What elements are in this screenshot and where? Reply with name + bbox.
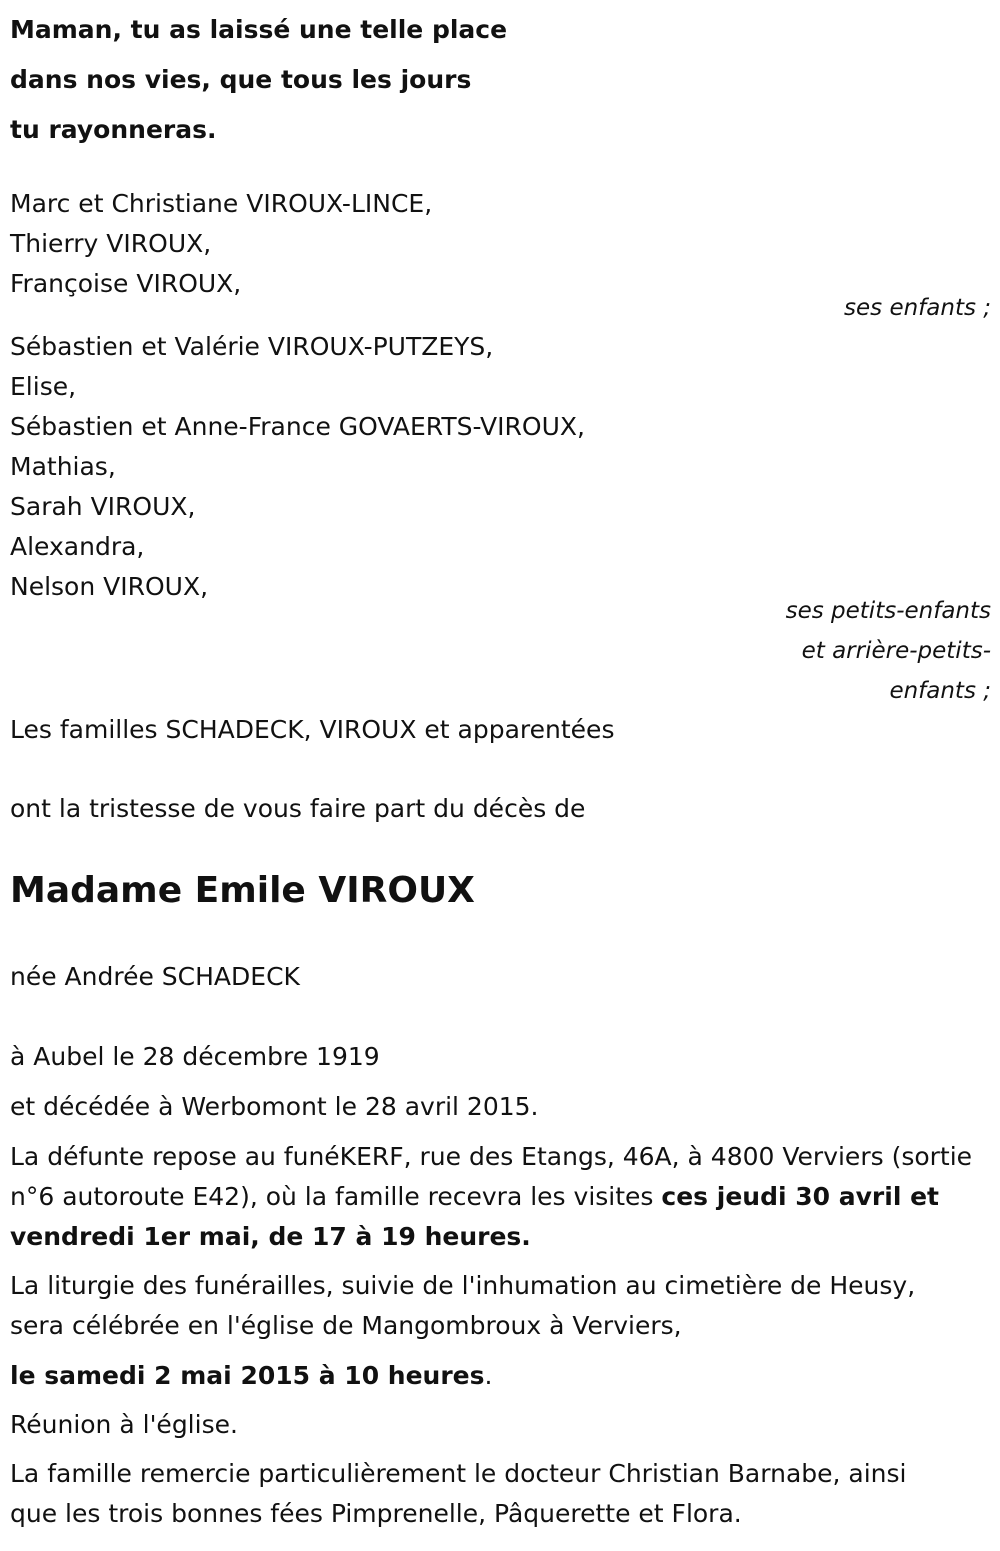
children-list — [10, 184, 432, 304]
grandchild-name: Elise, — [10, 372, 77, 401]
families: Les familles SCHADECK, VIROUX et apparentées — [10, 715, 615, 744]
child-name: Thierry VIROUX, — [10, 229, 212, 258]
deceased-name: Madame Emile VIROUX — [10, 870, 475, 911]
grandchild-name: Alexandra, — [10, 532, 145, 561]
grandchild-name: Sébastien et Anne-France GOVAERTS-VIROUX, — [10, 412, 585, 441]
grandchild-name: Nelson VIROUX, — [10, 572, 209, 601]
visiting-hours: ces jeudi 30 avril et vendredi 1er mai, de 17 à 19 heures. — [10, 1182, 939, 1251]
liturgy-line: La liturgie des funérailles, suivie de l'inhumation au cimetière de Heusy, — [10, 1271, 916, 1300]
thanks-line: La famille remercie particulièrement le docteur Christian Barnabe, ainsi — [10, 1459, 907, 1488]
announcement: ont la tristesse de vous faire part du décès de — [10, 794, 586, 823]
grandchild-name: Sébastien et Valérie VIROUX-PUTZEYS, — [10, 332, 494, 361]
epigraph-line: dans nos vies, que tous les jours — [10, 65, 472, 94]
reunion-note: Réunion à l'église. — [10, 1410, 238, 1439]
maiden-name: née Andrée SCHADECK — [10, 962, 300, 991]
grandchildren-list — [10, 327, 585, 607]
grandchildren-role — [786, 591, 991, 711]
repose-text-regular: La défunte repose au funéKERF, rue des Etangs, 46A, à 4800 Verviers (sortie n°6 autoroute E42), où la famille recevra les visites — [10, 1142, 973, 1211]
death-info: et décédée à Werbomont le 28 avril 2015. — [10, 1092, 539, 1121]
role-line: enfants ; — [889, 678, 991, 704]
epigraph-line: Maman, tu as laissé une telle place — [10, 15, 508, 44]
epigraph-line: tu rayonneras. — [10, 115, 217, 144]
grandchild-name: Mathias, — [10, 452, 116, 481]
grandchild-name: Sarah VIROUX, — [10, 492, 196, 521]
role-line: ses petits-enfants — [785, 598, 991, 624]
child-name: Marc et Christiane VIROUX-LINCE, — [10, 189, 433, 218]
repose-text — [10, 1137, 985, 1257]
thanks-paragraph — [10, 1454, 906, 1534]
children-role: ses enfants ; — [844, 295, 991, 321]
liturgy-paragraph — [10, 1266, 915, 1346]
repose-paragraph — [10, 1137, 985, 1257]
ceremony-date — [10, 1356, 492, 1396]
ceremony-date-end: . — [484, 1361, 493, 1390]
birth-info: à Aubel le 28 décembre 1919 — [10, 1042, 380, 1071]
child-name: Françoise VIROUX, — [10, 269, 242, 298]
liturgy-line: sera célébrée en l'église de Mangombroux à Verviers, — [10, 1311, 682, 1340]
ceremony-date-bold: le samedi 2 mai 2015 à 10 heures — [10, 1361, 485, 1390]
role-line: et arrière-petits- — [801, 638, 991, 664]
thanks-line: que les trois bonnes fées Pimprenelle, Pâquerette et Flora. — [10, 1499, 742, 1528]
epigraph — [10, 5, 507, 155]
